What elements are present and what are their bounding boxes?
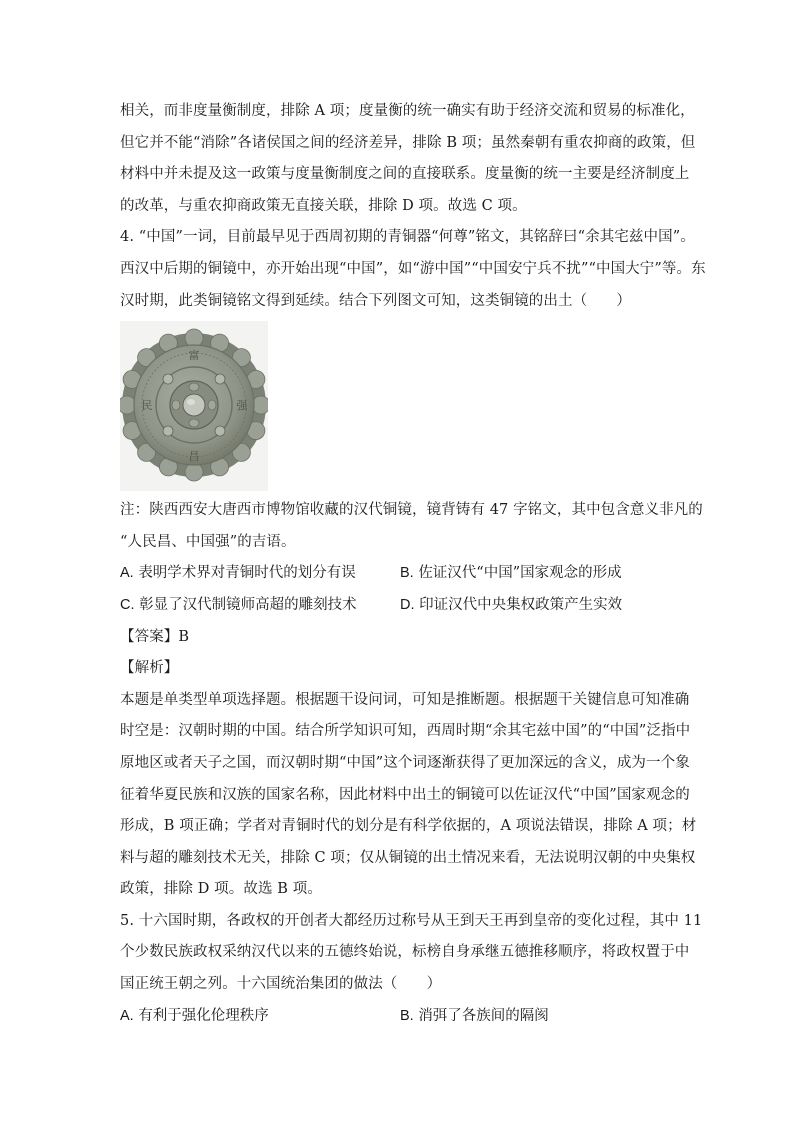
option-letter: A.: [120, 1007, 134, 1024]
document-page: [120, 96, 706, 1032]
question-4: [120, 222, 706, 906]
options-row: [120, 590, 680, 622]
question-5: [120, 906, 703, 1032]
text-line: 相关，而非度量衡制度，排除 A 项；度量衡的统一确实有助于经济交流和贸易的标准化，: [120, 103, 695, 119]
text-line: 但它并不能“消除”各诸侯国之间的经济差异，排除 B 项；虽然秦朝有重农抑商的政策，但: [120, 134, 696, 151]
analysis-text: [120, 685, 697, 906]
option-letter: D.: [400, 596, 415, 613]
options-row: [120, 558, 680, 590]
option-letter: B.: [400, 565, 414, 582]
central-knob: [183, 394, 205, 416]
inscription-char: 强: [236, 399, 248, 413]
option-letter: B.: [400, 1007, 414, 1024]
question-stem-line: 国正统王朝之列。十六国统治集团的做法（ ）: [120, 976, 442, 993]
option-b: [400, 558, 680, 590]
text-line: 的改革，与重农抑商政策无直接关联，排除 D 项。故选 C 项。: [120, 197, 527, 214]
previous-explanation: [120, 96, 696, 222]
question-stem-line: 4. “中国”一词，目前最早见于西周初期的青铜器“何尊”铭文，其铭辞曰“余其宅兹中国”。: [120, 229, 695, 246]
option-c: [120, 590, 400, 622]
option-text: 消弭了各族间的隔阂: [418, 1007, 549, 1024]
option-text: 佐证汉代“中国”国家观念的形成: [418, 565, 622, 582]
question-stem-line: 汉时期，此类铜镜铭文得到延续。结合下列图文可知，这类铜镜的出土（ ）: [120, 292, 631, 309]
text-line: 本题是单类型单项选择题。根据题干设问词，可知是推断题。根据题干关键信息可知准确: [120, 691, 690, 708]
text-line: 形成，B 项正确；学者对青铜时代的划分是有科学依据的，A 项说法错误，排除 A 项；材: [120, 818, 697, 835]
note-line: “人民昌、中国强”的吉语。: [120, 533, 296, 550]
inscription-char: 富: [188, 349, 200, 363]
option-letter: C.: [120, 596, 135, 613]
inscription-char: 昌: [188, 450, 200, 464]
text-line: 政策，排除 D 项。故选 B 项。: [120, 881, 322, 898]
question-stem-line: 5. 十六国时期，各政权的开创者大都经历过称号从王到天王再到皇帝的变化过程，其中 11: [120, 912, 703, 929]
option-a: [120, 558, 400, 590]
inscription-char: 民: [141, 399, 153, 413]
option-b: [400, 1001, 680, 1033]
analysis-label: 【解析】: [120, 660, 179, 677]
bronze-mirror-figure: [120, 321, 268, 491]
question-stem-line: 西汉中后期的铜镜中，亦开始出现“中国”，如“游中国”“中国安宁兵不扰”“中国大宁”等。东: [120, 260, 706, 277]
option-text: 彰显了汉代制镜师高超的雕刻技术: [139, 596, 357, 613]
note-line: 注：陕西西安大唐西市博物馆收藏的汉代铜镜，镜背铸有 47 字铭文，其中包含意义非凡的: [120, 502, 703, 519]
option-a: [120, 1001, 400, 1033]
text-line: 材料中并未提及这一政策与度量衡制度之间的直接联系。度量衡的统一主要是经济制度上: [120, 166, 690, 183]
question-stem-line: 个少数民族政权采纳汉代以来的五德终始说，标榜自身承继五德推移顺序，将政权置于中: [120, 944, 690, 961]
text-line: 征着华夏民族和汉族的国家名称，因此材料中出土的铜镜可以佐证汉代“中国”国家观念的: [120, 786, 690, 803]
text-line: 料与超的雕刻技术无关，排除 C 项；仅从铜镜的出土情况来看，无法说明汉朝的中央集权: [120, 849, 696, 866]
answer-label: 【答案】B: [120, 628, 190, 645]
option-text: 表明学术界对青铜时代的划分有误: [138, 565, 356, 582]
text-line: 时空是：汉朝时期的中国。结合所学知识可知，西周时期“余其宅兹中国”的“中国”泛指中: [120, 723, 691, 740]
options-row: [120, 1001, 680, 1033]
text-line: 原地区或者天子之国，而汉朝时期“中国”这个词逐渐获得了更加深远的含义，成为一个象: [120, 754, 690, 771]
option-text: 有利于强化伦理秩序: [138, 1007, 269, 1024]
option-text: 印证汉代中央集权政策产生实效: [419, 596, 623, 613]
bronze-mirror-image: [120, 321, 268, 491]
option-letter: A.: [120, 565, 134, 582]
option-d: [400, 590, 680, 622]
